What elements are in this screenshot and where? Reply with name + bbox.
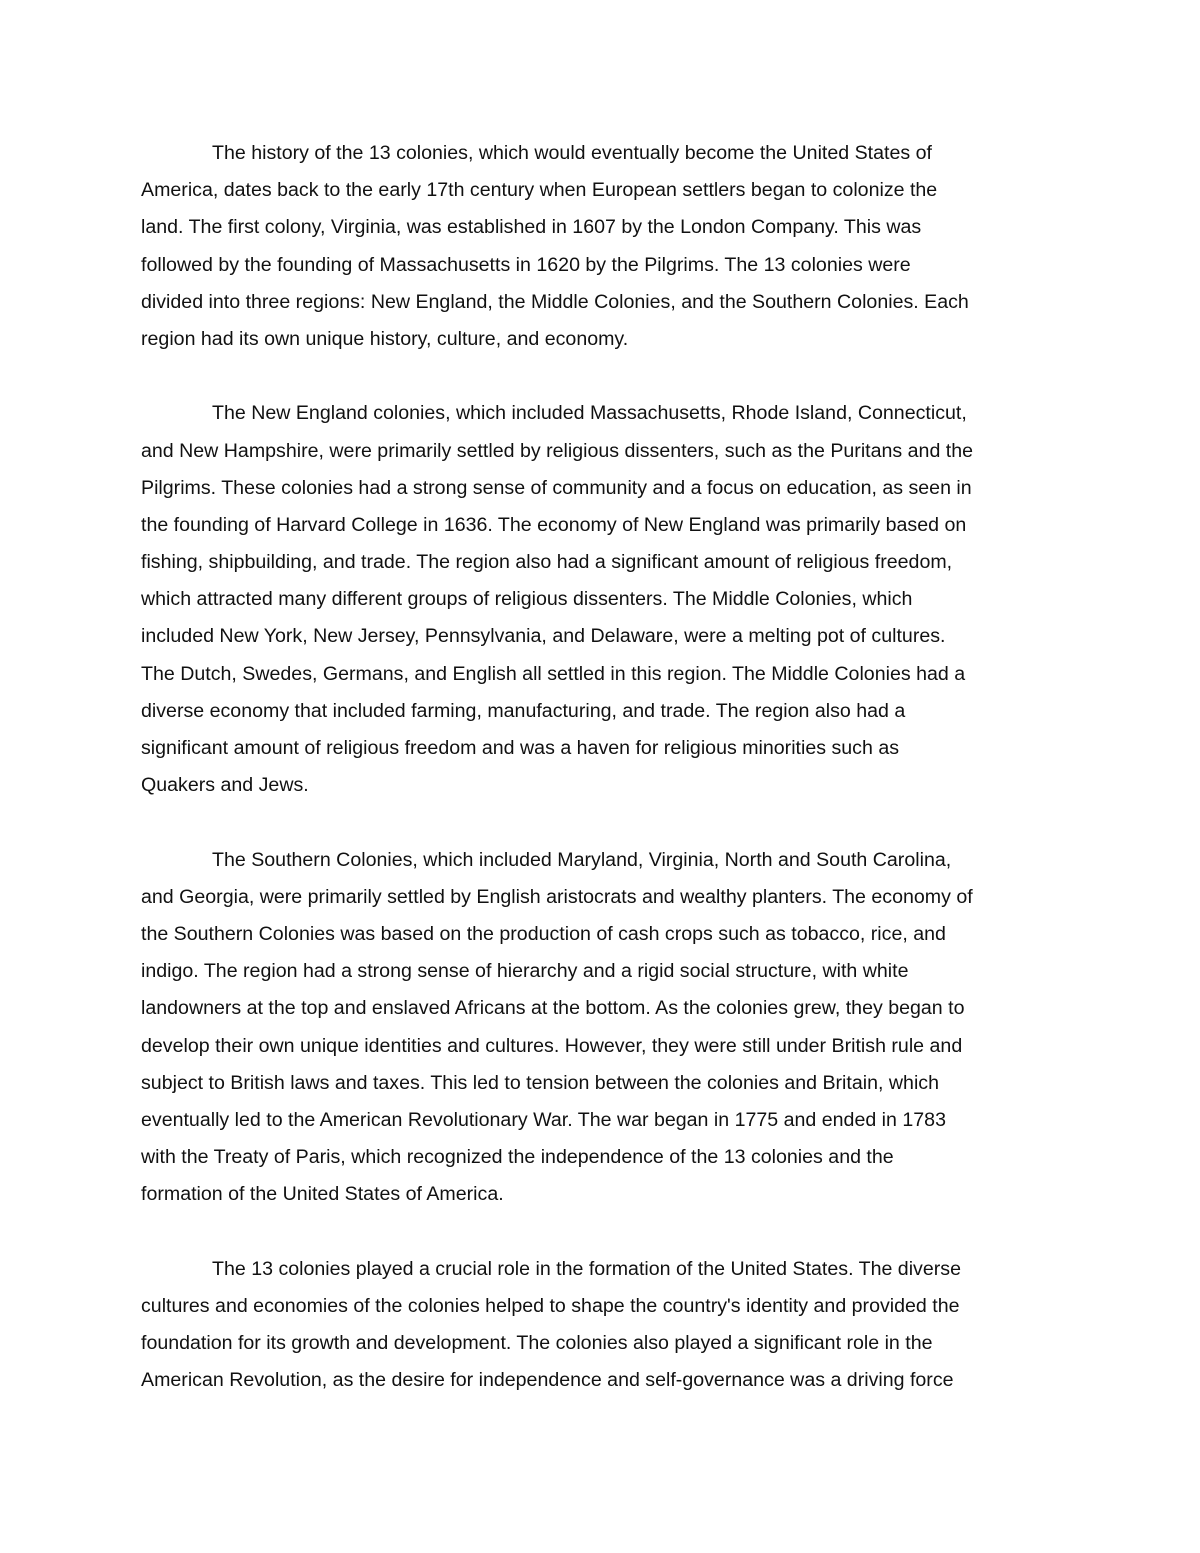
paragraph-line: indigo. The region had a strong sense of hierarchy and a rigid social structure, with white: [141, 960, 909, 983]
paragraph-line: The 13 colonies played a crucial role in the formation of the United States. The diverse: [212, 1257, 961, 1280]
paragraph-line: fishing, shipbuilding, and trade. The region also had a significant amount of religious freedom,: [141, 551, 953, 574]
document-body: [141, 135, 1061, 1399]
paragraph-line: foundation for its growth and development. The colonies also played a significant role in the: [141, 1332, 933, 1354]
paragraph-spacer: [141, 1213, 1061, 1250]
paragraph-line: followed by the founding of Massachusetts in 1620 by the Pilgrims. The 13 colonies were: [141, 253, 911, 276]
paragraph-line: with the Treaty of Paris, which recognized the independence of the 13 colonies and the: [141, 1146, 894, 1169]
paragraph-line: The Southern Colonies, which included Maryland, Virginia, North and South Carolina,: [212, 848, 952, 871]
paragraph-line: The history of the 13 colonies, which would eventually become the United States of: [212, 142, 932, 164]
paragraph-line: region had its own unique history, culture, and economy.: [141, 327, 629, 350]
paragraph-line: which attracted many different groups of religious dissenters. The Middle Colonies, which: [141, 588, 913, 611]
paragraph-line: the founding of Harvard College in 1636. The economy of New England was primarily based on: [141, 513, 967, 536]
paragraph-4: [141, 1251, 1061, 1400]
paragraph-1: [141, 135, 1061, 358]
paragraph-line: develop their own unique identities and cultures. However, they were still under British rule and: [141, 1034, 963, 1057]
paragraph-line: diverse economy that included farming, manufacturing, and trade. The region also had a: [141, 699, 906, 722]
paragraph-line: subject to British laws and taxes. This led to tension between the colonies and Britain, which: [141, 1071, 939, 1094]
paragraph-line: eventually led to the American Revolutionary War. The war began in 1775 and ended in 1783: [141, 1108, 946, 1131]
paragraph-spacer: [141, 804, 1061, 841]
paragraph-2: [141, 395, 1061, 804]
paragraph-line: and Georgia, were primarily settled by English aristocrats and wealthy planters. The economy of: [141, 885, 973, 908]
paragraph-line: divided into three regions: New England, the Middle Colonies, and the Southern Colonies. Each: [141, 290, 969, 313]
paragraph-line: the Southern Colonies was based on the production of cash crops such as tobacco, rice, and: [141, 922, 946, 945]
paragraph-line: American Revolution, as the desire for independence and self-governance was a driving force: [141, 1369, 954, 1392]
paragraph-line: cultures and economies of the colonies helped to shape the country's identity and provided the: [141, 1294, 960, 1317]
paragraph-3: [141, 842, 1061, 1214]
paragraph-spacer: [141, 358, 1061, 395]
paragraph-line: The Dutch, Swedes, Germans, and English all settled in this region. The Middle Colonies had a: [141, 662, 966, 685]
paragraph-line: included New York, New Jersey, Pennsylvania, and Delaware, were a melting pot of cultures.: [141, 625, 946, 648]
paragraph-line: and New Hampshire, were primarily settled by religious dissenters, such as the Puritans and the: [141, 439, 974, 462]
paragraph-line: Quakers and Jews.: [141, 774, 309, 797]
paragraph-line: landowners at the top and enslaved Africans at the bottom. As the colonies grew, they began to: [141, 997, 965, 1020]
paragraph-line: America, dates back to the early 17th century when European settlers began to colonize the: [141, 179, 938, 202]
paragraph-line: The New England colonies, which included Massachusetts, Rhode Island, Connecticut,: [212, 402, 967, 425]
paragraph-line: significant amount of religious freedom and was a haven for religious minorities such as: [141, 737, 900, 759]
paragraph-line: land. The first colony, Virginia, was established in 1607 by the London Company. This was: [141, 216, 922, 239]
paragraph-line: Pilgrims. These colonies had a strong sense of community and a focus on education, as seen in: [141, 476, 972, 499]
paragraph-line: formation of the United States of America.: [141, 1183, 504, 1206]
